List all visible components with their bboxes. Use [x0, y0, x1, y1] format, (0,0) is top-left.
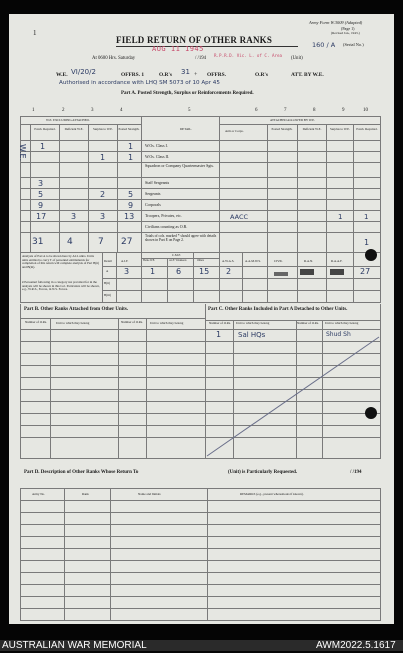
col-number: 1	[32, 108, 35, 113]
we-plus: +	[194, 72, 198, 78]
part-b-header-unit2: Unit to which they belong	[150, 321, 184, 325]
part-d-date: / /194	[350, 470, 362, 475]
value-wo1-posted: 1	[128, 142, 134, 151]
total-col10: 1	[364, 238, 370, 247]
col-header-arm: Arm or Corps.	[225, 129, 244, 133]
we-att: ATT. BY W.E.	[291, 72, 324, 78]
col-number: 9	[342, 108, 345, 113]
we-ors2: O.R's	[255, 72, 269, 78]
we-offrs: OFFRS. 1	[121, 72, 145, 78]
col-header-deficient-att: Deficient W.E.	[302, 127, 322, 131]
part-b-header-unit: Unit to which they belong	[56, 321, 90, 325]
redaction-mark	[274, 272, 288, 276]
col-header-posted: Posted Strength.	[118, 127, 140, 131]
punch-hole	[365, 249, 377, 261]
col-number: 6	[255, 108, 258, 113]
col-header-estab: Estab. Required.	[34, 127, 56, 131]
we-label: W.E.	[56, 72, 68, 78]
analysis-aif-value: 3	[124, 267, 130, 276]
we-margin-note: W.E.	[18, 144, 27, 162]
col-number: 10	[363, 108, 368, 113]
footer-accession: AWM2022.5.1617	[316, 640, 396, 651]
date-stamp: AUG 11 1945	[152, 45, 204, 53]
punch-hole	[365, 407, 377, 419]
part-d-header-armyno: Army No.	[32, 492, 45, 496]
detail-row-staff-sgts: Staff Sergeants	[145, 180, 170, 185]
value-pte-estab: 17	[36, 212, 47, 221]
value-sgt-surplus: 2	[100, 190, 106, 199]
value-wo1-estab: 1	[40, 142, 46, 151]
analysis-header-detail: Detail	[104, 259, 112, 263]
analysis-row-bii: B(ii)	[104, 281, 111, 285]
part-bc-table	[20, 304, 381, 458]
value-col9-mark: 1	[364, 213, 369, 221]
col-header-deficient: Deficient W.E.	[64, 127, 84, 131]
part-c-header-num: Number of O.Rs.	[209, 321, 231, 325]
analysis-note: # Personnel following in a category not provided for in the analysis will be shown in this Col. Particulars will be shown, e.g., W.R.S., Forces, in N.S. Forces.	[22, 280, 100, 292]
analysis-total-value: 27	[360, 267, 371, 276]
totals-label: Totals of cols. marked * should agree with details shown in Part E on Page 2.	[145, 234, 217, 243]
detail-header: DETAIL.	[180, 127, 193, 131]
analysis-header-awas: A.W.A.S.	[222, 259, 235, 263]
col-header-posted-att: Posted Strength.	[271, 127, 293, 131]
detail-row-civilians: Civilians counting as O.R.	[145, 224, 188, 229]
title-underline	[116, 46, 298, 47]
value-wo2-posted: 1	[128, 153, 134, 162]
stamp-detail: R.P.R.D. Vic. L. of C. Area	[214, 53, 283, 58]
detail-row-cpls: Corporals	[145, 202, 161, 207]
col-header-surplus: Surplus to W.E.	[92, 127, 113, 131]
detail-row-sgts: Sergeants	[145, 191, 161, 196]
value-pte-posted: 13	[124, 212, 135, 221]
analysis-home-value: 1	[150, 267, 156, 276]
form-sheet	[9, 14, 394, 624]
value-cpl-estab: 9	[38, 201, 44, 210]
analysis-awas-value: 2	[226, 267, 232, 276]
value-ssgt-estab: 3	[38, 179, 44, 188]
part-a-title: Part A. Posted Strength, Surplus or Reinforcements Required.	[121, 91, 254, 96]
col-number: 7	[284, 108, 287, 113]
analysis-others-value: 15	[199, 267, 210, 276]
part-c-header-unit: Unit to which they belong	[236, 321, 270, 325]
value-col8-mark: 1	[338, 213, 343, 221]
at-line-prefix: At 0600 Hrs. Saturday	[92, 56, 136, 61]
detail-row-wo2: W.Os. Class II.	[145, 154, 170, 159]
part-c-header-unit2: Unit to which they belong	[325, 321, 359, 325]
detail-row-troopers: Troopers, Privates, etc.	[145, 213, 182, 218]
part-d-title: Part D. Description of Other Ranks Whose Return To	[24, 470, 139, 475]
part-c-unit-value: Sal HQs	[238, 331, 266, 339]
analysis-row-biii: B(iii)	[104, 293, 111, 297]
cmf-sub-home: Home W.E.	[143, 259, 156, 262]
col-number: 4	[120, 108, 123, 113]
part-d-header-rank: Rank	[82, 492, 89, 496]
analysis-text: Analysis of Part A to be shown here by ALL units. Units units entitled to carry T of personnel entitlements for completion of this return will complete analysis of Part B(ii) and B(iii).	[22, 254, 100, 270]
analysis-header-aif: A.I.F.	[121, 259, 129, 263]
value-pte-arm: AACC	[230, 213, 249, 221]
we-offrs2: OFFRS.	[207, 72, 227, 78]
cmf-sub-others: Others	[197, 259, 204, 262]
att-allowed-header: ATTACHED ALLOWED BY W.E.	[270, 118, 316, 122]
part-d-mid: (Unit) is Particularly Requested.	[228, 470, 298, 475]
part-d-section	[20, 466, 381, 621]
form-title: FIELD RETURN OF OTHER RANKS	[116, 35, 273, 45]
footer-institution: AUSTRALIAN WAR MEMORIAL	[2, 640, 147, 651]
col-number: 3	[91, 108, 94, 113]
we-value: VI/20/2	[71, 68, 96, 76]
part-c-num-value: 1	[216, 330, 222, 339]
total-surplus: 7	[98, 237, 104, 247]
value-wo2-surplus: 1	[100, 153, 106, 162]
part-d-header-remarks: REMARKS (e.g., present whereabouts if known).	[240, 492, 304, 496]
we-excl-header: W.E. EXCLUDING ATTACHED.	[46, 118, 90, 122]
page-number: 1	[33, 29, 37, 37]
value-sgt-posted: 5	[128, 190, 134, 199]
total-posted: 27	[121, 237, 133, 247]
analysis-header-cmf: C.M.F.	[172, 253, 181, 257]
part-b-header-num: Number of O.Rs.	[25, 320, 47, 324]
col-number: 2	[62, 108, 65, 113]
analysis-header-aamws: A.A.M.W.S.	[245, 259, 261, 263]
form-ref-line2: (Page 1)	[341, 26, 355, 31]
col-number: 5	[188, 108, 191, 113]
analysis-header-raaf: R.A.A.F.	[331, 259, 343, 263]
part-a-table	[20, 100, 381, 304]
we-handwritten-note: Authorised in accordance with LHQ SM 5073 of 10 Apr 45	[59, 80, 220, 86]
col-number: 8	[313, 108, 316, 113]
total-estab: 31	[32, 237, 44, 247]
form-ref-line3: (Revised Jan., 1943.)	[331, 31, 360, 35]
part-c-header-num2: Number of O.Rs.	[297, 321, 319, 325]
part-d-header-name: Name and Initials	[138, 492, 161, 496]
value-pte-deficient: 3	[71, 212, 77, 221]
part-b-header-num2: Number of O.Rs.	[121, 320, 143, 324]
serial-value: 160 / A	[312, 41, 336, 49]
part-c-unit2-value: Shud Sh	[326, 331, 351, 338]
value-sgt-estab: 5	[38, 190, 44, 199]
cmf-sub-volunteers: A.I.F. Volunteers	[169, 259, 187, 262]
col-header-estab-att: Estab. Required.	[356, 127, 378, 131]
part-c-title: Part C. Other Ranks Included in Part A Detached to Other Units.	[208, 307, 348, 312]
analysis-header-civil: CIVIL	[274, 259, 283, 263]
cancel-diagonal-line	[205, 329, 381, 458]
serial-label: (Serial No.)	[343, 42, 364, 47]
we-ors-value: 31	[181, 68, 190, 76]
detail-row-qms: Squadron or Company Quartermaster Sgts.	[145, 163, 214, 168]
redaction-mark	[330, 269, 344, 275]
col-header-surplus-att: Surplus to W.E.	[329, 127, 350, 131]
part-b-title: Part B. Other Ranks Attached from Other Units.	[24, 307, 129, 312]
redaction-mark	[300, 269, 314, 275]
value-pte-surplus: 3	[100, 212, 106, 221]
total-deficient: 4	[67, 237, 73, 247]
we-ors-label: O.R's	[159, 72, 173, 78]
detail-row-wo1: W.Os. Class I.	[145, 143, 168, 148]
at-line-unit: (Unit)	[291, 56, 303, 61]
value-cpl-posted: 9	[128, 201, 134, 210]
analysis-vol-value: 6	[176, 267, 182, 276]
analysis-header-ran: R.A.N.	[304, 259, 314, 263]
form-ref-line1: Army Form W.3009 (Adapted)	[309, 20, 363, 25]
at-line-date: / /194	[195, 56, 207, 61]
analysis-row-a: A	[106, 269, 109, 273]
